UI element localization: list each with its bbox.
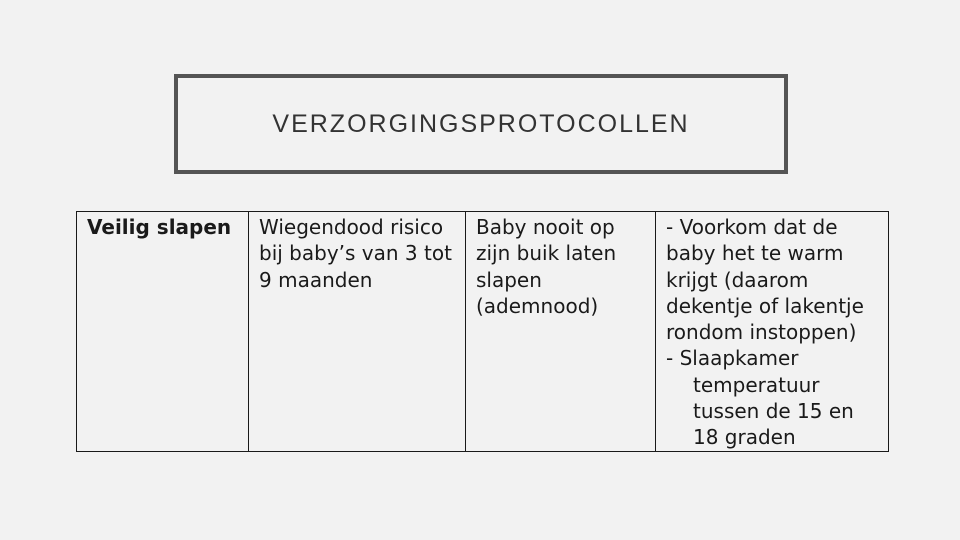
measure-item-text: - Voorkom dat de baby het te warm krijgt (daarom dekentje of lakentje rondom instoppen) <box>666 215 864 345</box>
measures-cell <box>656 212 889 452</box>
risk-cell: Wiegendood risico bij baby’s van 3 tot 9 maanden <box>249 212 466 452</box>
measure-item-continuation: temperatuur tussen de 15 en 18 graden <box>693 372 854 450</box>
measure-item-text: - Slaapkamer <box>666 346 799 371</box>
advice-cell: Baby nooit op zijn buik laten slapen (ademnood) <box>466 212 656 452</box>
table-row <box>77 212 889 452</box>
protocol-table <box>76 211 889 452</box>
measure-item <box>666 345 878 450</box>
slide-title: VERZORGINGSPROTOCOLLEN <box>272 109 690 138</box>
measure-item <box>666 214 878 345</box>
title-box <box>174 74 788 174</box>
topic-cell: Veilig slapen <box>77 212 249 452</box>
